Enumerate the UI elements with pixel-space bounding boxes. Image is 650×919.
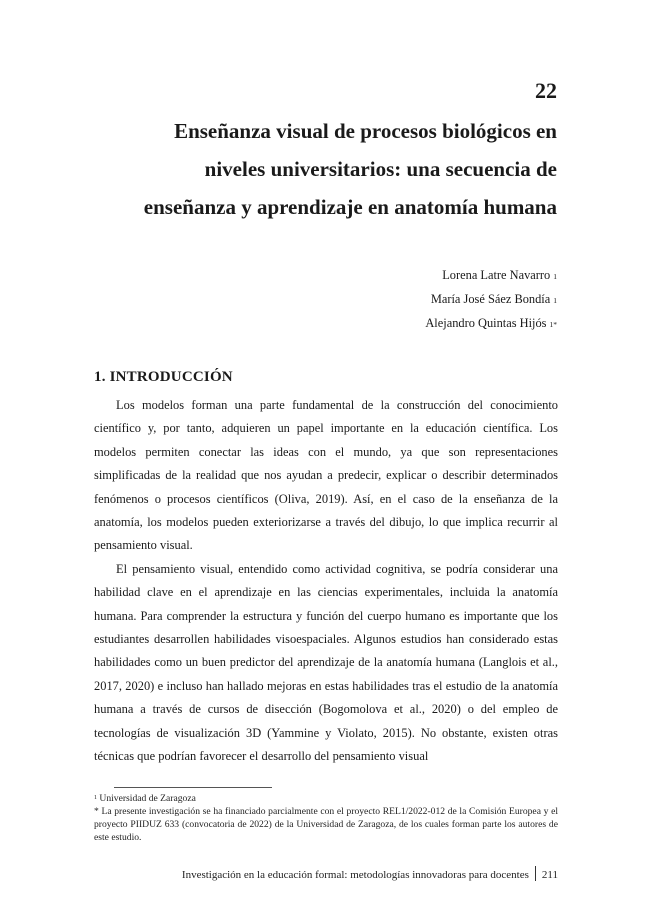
footer-book-title: Investigación en la educación formal: metodologías innovadoras para docentes [181, 869, 529, 881]
author-list [300, 264, 557, 336]
page-footer [94, 866, 558, 881]
paragraph: El pensamiento visual, entendido como actividad cognitiva, se podría considerar una habilidad clave en el aprendizaje en las ciencias experimentales, incluida la anatomía humana. Para comprender la estructura y función del cuerpo humano es importante que los estudiantes desarrollen habilidades visoespaciales. Algunos estudios han considerado estas habilidades como un buen predictor del aprendizaje de la anatomía humana (Langlois et al., 2017, 2020) e incluso han hallado mejoras en estas habilidades tras el estudio de la anatomía humana a través de cursos de disección (Bogomolova et al., 2020) o del empleo de tecnologías de visualización 3D (Yammine y Violato, 2015). No obstante, existen otras técnicas que podrían favorecer el desarrollo del pensamiento visual [94, 561, 558, 764]
page-number: 211 [541, 869, 558, 881]
footnotes [94, 792, 558, 844]
footnote-divider [114, 787, 272, 788]
chapter-title [60, 112, 557, 226]
author-name: Alejandro Quintas Hijós [425, 316, 547, 330]
chapter-title-line: niveles universitarios: una secuencia de [204, 157, 557, 181]
author-affiliation-marker: 1 [553, 296, 557, 305]
author [300, 312, 557, 336]
author [300, 264, 557, 288]
author-name: Lorena Latre Navarro [442, 268, 551, 282]
footnote-funding: * La presente investigación se ha financiado parcialmente con el proyecto REL1/2022-012 de la Comisión Europea y el proyecto PIIDUZ 633 (convocatoria de 2022) de la Universidad de Zaragoza, de los cuales forman parte los autores de este estudio. [94, 806, 558, 843]
footnote-marker: 1 [94, 795, 97, 801]
footnote-affiliation-text: Universidad de Zaragoza [99, 793, 196, 804]
section-heading: 1. INTRODUCCIÓN [94, 369, 233, 385]
author [300, 288, 557, 312]
paragraph: Los modelos forman una parte fundamental de la construcción del conocimiento científico y, por tanto, adquieren un papel importante en la educación científica. Los modelos permiten conectar las ideas con el mundo, ya que son representaciones simplificadas de la realidad que nos ayudan a predecir, explicar o describir determinados fenómenos o procesos científicos (Oliva, 2019). Así, en el caso de la enseñanza de la anatomía, los modelos pueden exteriorizarse a través del dibujo, lo que implica recurrir al pensamiento visual. [94, 398, 558, 553]
chapter-number: 22 [535, 78, 557, 103]
footer-separator [535, 866, 536, 881]
body-text [94, 394, 558, 769]
chapter-title-line: enseñanza y aprendizaje en anatomía humana [143, 195, 557, 219]
footnote-affiliation [94, 792, 558, 805]
author-affiliation-marker: 1 [553, 272, 557, 281]
author-affiliation-marker: 1* [549, 320, 557, 329]
chapter-title-line: Enseñanza visual de procesos biológicos en [174, 119, 557, 143]
author-name: María José Sáez Bondía [430, 292, 551, 306]
